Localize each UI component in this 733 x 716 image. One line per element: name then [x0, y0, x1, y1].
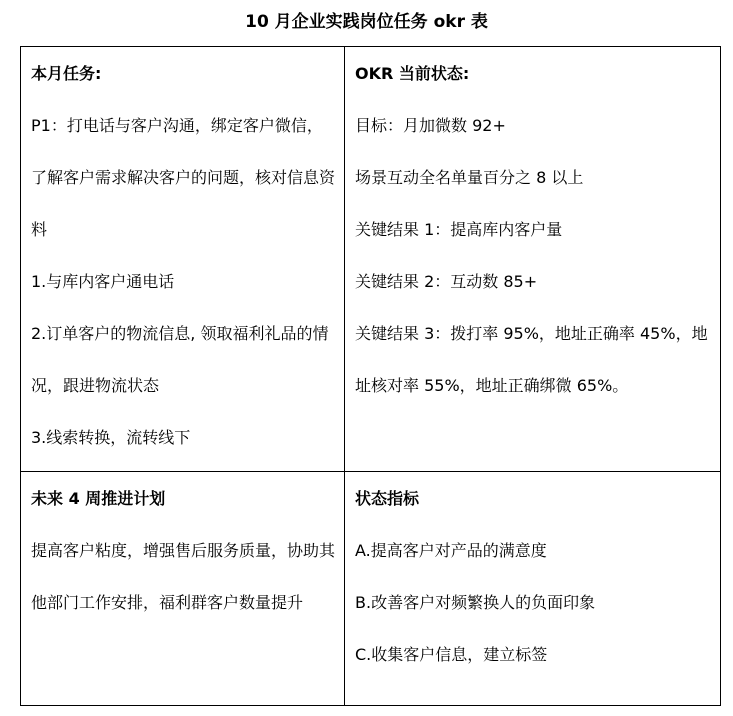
- cell-monthly-tasks: [21, 47, 345, 472]
- cell-status-indicators: [345, 472, 721, 706]
- cell-heading: OKR 当前状态:: [355, 64, 470, 83]
- cell-line: 关键结果 1：提高库内客户量: [355, 220, 563, 239]
- cell-line: 2.订单客户的物流信息, 领取福利礼品的情况，跟进物流状态: [31, 324, 329, 395]
- document-title: 10 月企业实践岗位任务 okr 表: [245, 12, 488, 32]
- cell-line: B.改善客户对频繁换人的负面印象: [355, 593, 596, 612]
- cell-line: A.提高客户对产品的满意度: [355, 541, 547, 560]
- table-row: [21, 472, 721, 706]
- cell-line: 3.线索转换，流转线下: [31, 428, 191, 447]
- cell-line: P1：打电话与客户沟通，绑定客户微信，了解客户需求解决客户的问题，核对信息资料: [31, 116, 336, 239]
- cell-line: 关键结果 2：互动数 85+: [355, 272, 538, 291]
- cell-line: 目标：月加微数 92+: [355, 116, 506, 135]
- cell-okr-status: [345, 47, 721, 472]
- cell-heading: 未来 4 周推进计划: [31, 489, 166, 508]
- cell-line: 关键结果 3：拨打率 95%，地址正确率 45%，地址核对率 55%，地址正确绑微 65%。: [355, 324, 708, 395]
- cell-heading: 本月任务:: [31, 64, 102, 83]
- cell-line: C.收集客户信息，建立标签: [355, 645, 548, 664]
- cell-line: 提高客户粘度，增强售后服务质量，协助其他部门工作安排，福利群客户数量提升: [31, 541, 336, 612]
- okr-table: [20, 46, 721, 706]
- cell-heading: 状态指标: [355, 489, 420, 508]
- cell-line: 场景互动全名单量百分之 8 以上: [355, 168, 584, 187]
- cell-line: 1.与库内客户通电话: [31, 272, 175, 291]
- cell-four-week-plan: [21, 472, 345, 706]
- table-row: [21, 47, 721, 472]
